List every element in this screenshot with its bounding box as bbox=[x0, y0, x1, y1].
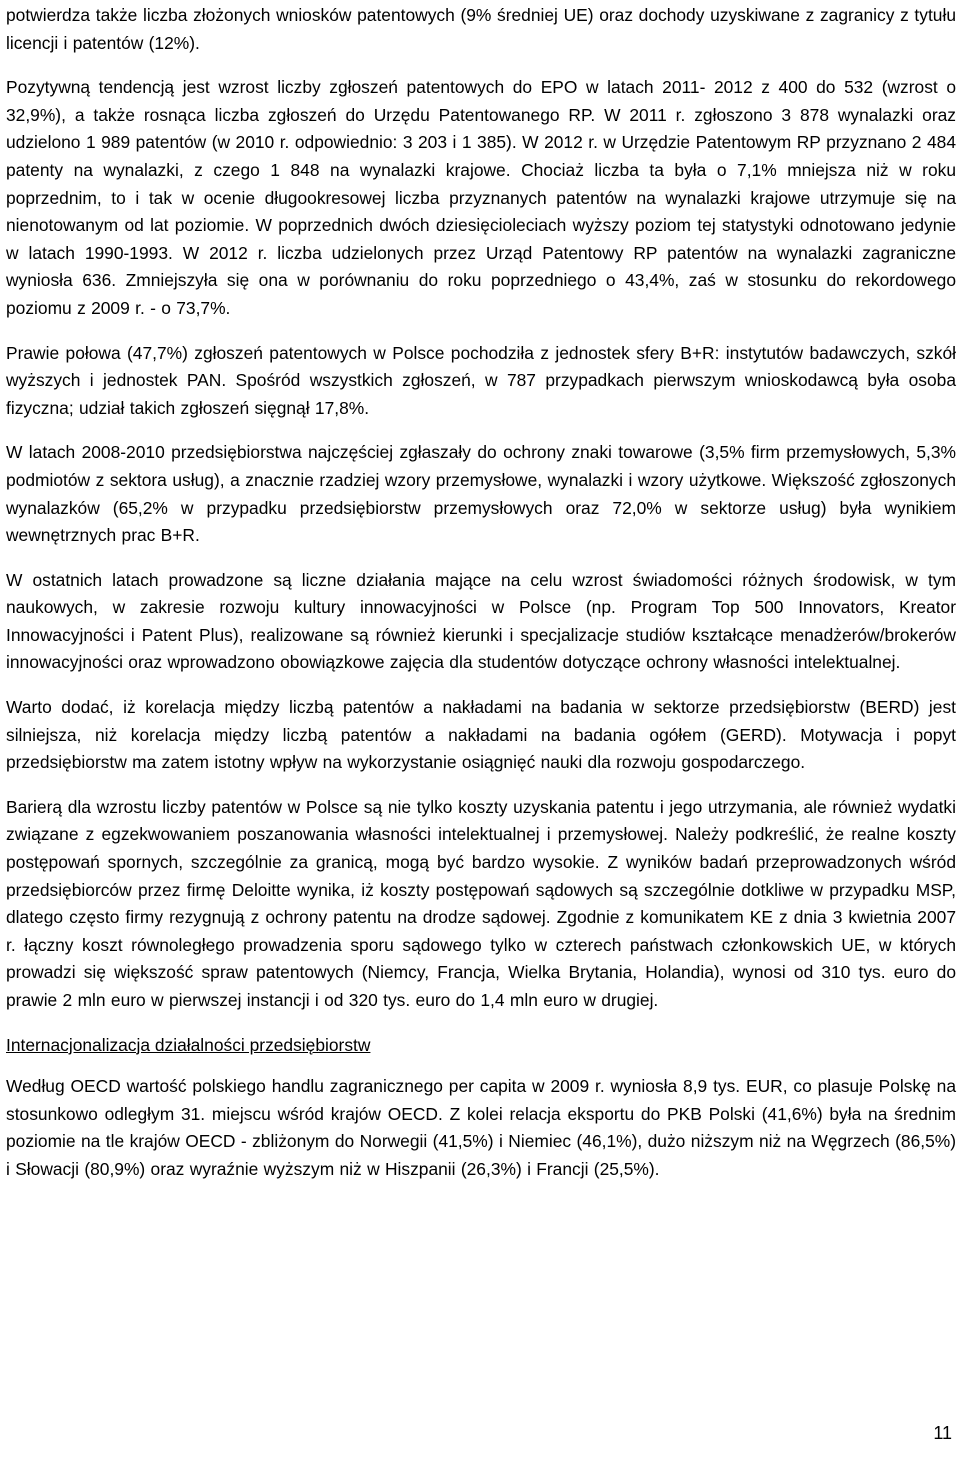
paragraph-internationalization: Według OECD wartość polskiego handlu zagranicznego per capita w 2009 r. wyniosła 8,9 tys. EUR, co plasuje Polskę na stosunkowo odległym 31. miejscu wśród krajów OECD. Z kolei relacja eksportu do PKB Polski (41,6%) była na średnim poziomie na tle krajów OECD - zbliżonym do Norwegii (41,5%) i Niemiec (46,1%), dużo niższym niż na Węgrzech (86,5%) i Słowacji (80,9%) oraz wyraźnie wyższym niż w Hiszpanii (26,3%) i Francji (25,5%). bbox=[6, 1076, 956, 1179]
paragraph-enterprise-protection: W latach 2008-2010 przedsiębiorstwa najczęściej zgłaszały do ochrony znaki towarowe (3,5% firm przemysłowych, 5,3% podmiotów z sektora usług), a znacznie rzadziej wzory przemysłowe, wynalazki i wzory użytkowe. Większość zgłoszonych wynalazków (65,2% w przypadku przedsiębiorstw przemysłowych oraz 72,0% w sektorze usług) była wynikiem wewnętrznych prac B+R. bbox=[6, 442, 956, 546]
section-heading: Internacjonalizacja działalności przedsiębiorstw bbox=[6, 1034, 371, 1055]
paragraph-awareness-actions: W ostatnich latach prowadzone są liczne działania mające na celu wzrost świadomości różnych środowisk, w tym naukowych, w zakresie rozwoju kultury innowacyjności w Polsce (np. Program Top 500 Innovators, Kreator Innowacyjności i Patent Plus), realizowane są również kierunki i specjalizacje studiów kształcące menadżerów/brokerów innowacyjności oraz wprowadzono obowiązkowe zajęcia dla studentów dotyczące ochrony własności intelektualnej. bbox=[6, 569, 956, 673]
paragraph-patent-indicators: potwierdza także liczba złożonych wniosków patentowych (9% średniej UE) oraz dochody uzyskiwane z zagranicy z tytułu licencji i patentów (12%). bbox=[6, 5, 956, 53]
paragraph-berd-correlation: Warto dodać, iż korelacja między liczbą patentów a nakładami na badania w sektorze przedsiębiorstw (BERD) jest silniejsza, niż korelacja między liczbą patentów a nakładami na badania ogółem (GERD). Motywacja i popyt przedsiębiorstw ma zatem istotny wpływ na wykorzystanie osiągnięć nauki dla rozwoju gospodarczego. bbox=[6, 697, 956, 773]
paragraph-patent-sources: Prawie połowa (47,7%) zgłoszeń patentowych w Polsce pochodziła z jednostek sfery B+R: instytutów badawczych, szkół wyższych i jednostek PAN. Spośród wszystkich zgłoszeń, w 787 przypadkach pierwszym wnioskodawcą była osoba fizyczna; udział takich zgłoszeń sięgnął 17,8%. bbox=[6, 342, 956, 418]
document-page bbox=[6, 2, 956, 1184]
paragraph-patent-barriers: Barierą dla wzrostu liczby patentów w Polsce są nie tylko koszty uzyskania patentu i jego utrzymania, ale również wydatki związane z egzekwowaniem poszanowania własności intelektualnej i przemysłowej. Należy podkreślić, że realne koszty postępowań spornych, szczególnie za granicą, mogą być bardzo wysokie. Z wyników badań przeprowadzonych wśród przedsiębiorców przez firmę Deloitte wynika, iż koszty postępowań sądowych są szczególnie dotkliwe w przypadku MSP, dlatego często firmy rezygnują z ochrony patentu na drodze sądowej. Zgodnie z komunikatem KE z dnia 3 kwietnia 2007 r. łączny koszt równoległego prowadzenia sporu sądowego tylko w czterech państwach członkowskich UE, w których prowadzi się większość spraw patentowych (Niemcy, Francja, Wielka Brytania, Holandia), wynosi od 310 tys. euro do prawie 2 mln euro w pierwszej instancji i od 320 tys. euro do 1,4 mln euro w drugiej. bbox=[6, 796, 956, 1010]
page-number: 11 bbox=[933, 1423, 952, 1443]
paragraph-patent-trends: Pozytywną tendencją jest wzrost liczby zgłoszeń patentowych do EPO w latach 2011- 2012 z 400 do 532 (wzrost o 32,9%), a także rosnąca liczba zgłoszeń do Urzędu Patentowanego RP. W 2011 r. zgłoszono 3 878 wynalazki oraz udzielono 1 989 patentów (w 2010 r. odpowiednio: 3 203 i 1 385). W 2012 r. w Urzędzie Patentowym RP przyznano 2 484 patenty na wynalazki, z czego 1 848 na wynalazki krajowe. Chociaż liczba ta była o 7,1% mniejsza niż w roku poprzednim, to i tak w ocenie długookresowej liczba przyznanych patentów na wynalazki krajowe utrzymuje się na nienotowanym od lat poziomie. W poprzednich dwóch dziesięcioleciach wyższy poziom tej statystyki odnotowano jedynie w latach 1990-1993. W 2012 r. liczba udzielonych przez Urząd Patentowy RP patentów na wynalazki zagraniczne wyniosła 636. Zmniejszyła się ona w porównaniu do roku poprzedniego o 43,4%, zaś w stosunku do rekordowego poziomu z 2009 r. - o 73,7%. bbox=[6, 77, 956, 318]
